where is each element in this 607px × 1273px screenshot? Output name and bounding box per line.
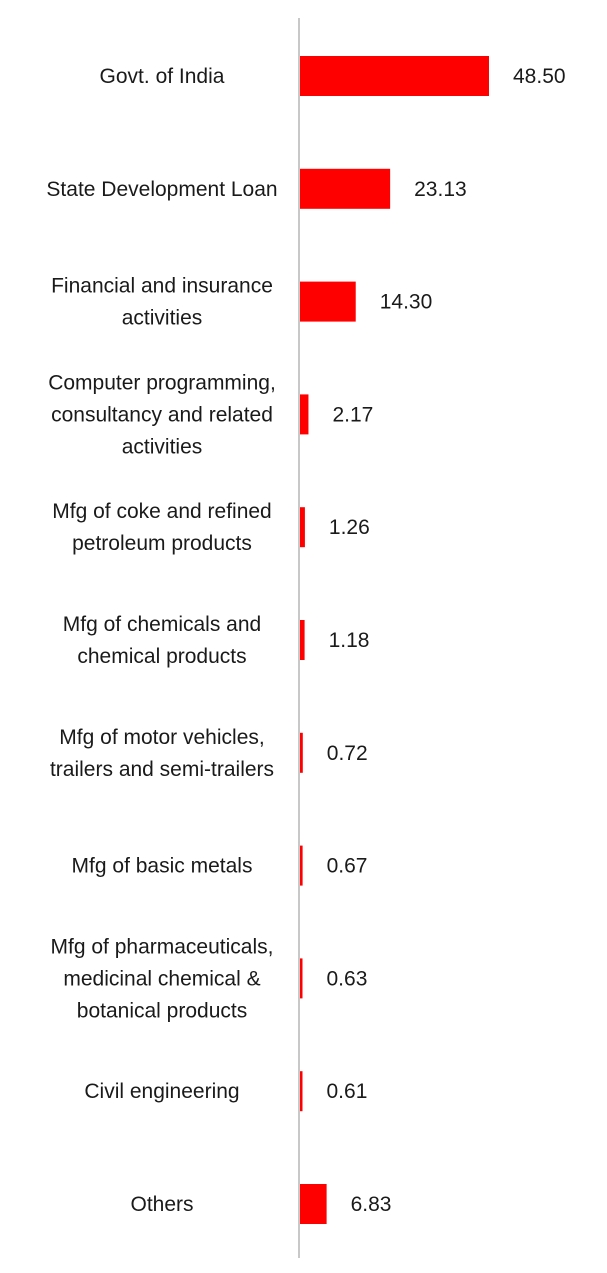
bar-3 — [300, 394, 308, 434]
category-label-line: activities — [121, 306, 203, 330]
category-label-line: Mfg of chemicals and — [62, 613, 262, 636]
value-label-0: 48.50 — [513, 65, 566, 88]
category-label-2 — [51, 275, 273, 330]
category-label-3 — [48, 371, 276, 458]
bar-0 — [300, 56, 489, 96]
category-label-5 — [63, 613, 261, 668]
category-label-1 — [46, 178, 277, 201]
bar-4 — [300, 507, 305, 547]
category-label-line: State Development Loan — [46, 177, 278, 201]
category-label-line: Computer programming, — [48, 371, 276, 395]
category-label-line: consultancy and related — [51, 403, 273, 427]
category-label-line: trailers and semi-trailers — [49, 757, 275, 781]
bar-2 — [300, 282, 356, 322]
value-label-4: 1.26 — [328, 516, 370, 540]
category-label-line: Others — [130, 1193, 194, 1216]
category-label-line: Civil engineering — [84, 1080, 240, 1104]
category-label-10 — [130, 1193, 193, 1216]
value-label-10: 6.83 — [350, 1193, 392, 1216]
category-label-line: activities — [121, 435, 203, 459]
category-label-line: Mfg of pharmaceuticals, — [50, 935, 274, 959]
value-label-9: 0.61 — [326, 1080, 368, 1104]
category-label-8 — [51, 935, 274, 1022]
category-labels — [46, 65, 277, 1216]
bar-6 — [300, 733, 303, 773]
value-label-3: 2.17 — [332, 403, 374, 427]
category-label-4 — [52, 500, 271, 555]
value-label-7: 0.67 — [326, 854, 368, 878]
value-label-8: 0.63 — [326, 967, 368, 991]
category-label-line: petroleum products — [72, 532, 252, 556]
value-labels — [327, 65, 566, 1216]
category-label-7 — [72, 855, 253, 878]
bar-10 — [300, 1184, 327, 1224]
bar-1 — [300, 169, 390, 209]
category-label-line: medicinal chemical & — [63, 967, 261, 991]
bar-8 — [300, 958, 303, 998]
value-label-1: 23.13 — [414, 177, 467, 201]
category-label-line: Mfg of coke and refined — [52, 500, 272, 524]
category-label-line: Govt. of India — [99, 65, 225, 88]
bar-5 — [300, 620, 305, 660]
category-label-line: Mfg of motor vehicles, — [59, 725, 265, 749]
bar-7 — [300, 846, 303, 886]
value-label-2: 14.30 — [379, 290, 433, 314]
category-label-0 — [100, 65, 225, 88]
category-label-line: Mfg of basic metals — [71, 854, 253, 878]
bar-9 — [300, 1071, 303, 1111]
category-label-line: chemical products — [77, 645, 247, 668]
category-label-9 — [84, 1080, 239, 1103]
value-label-6: 0.72 — [326, 741, 368, 765]
category-label-6 — [50, 726, 274, 781]
category-label-line: Financial and insurance — [51, 274, 273, 298]
category-label-line: botanical products — [76, 999, 248, 1023]
value-label-5: 1.18 — [328, 629, 370, 652]
